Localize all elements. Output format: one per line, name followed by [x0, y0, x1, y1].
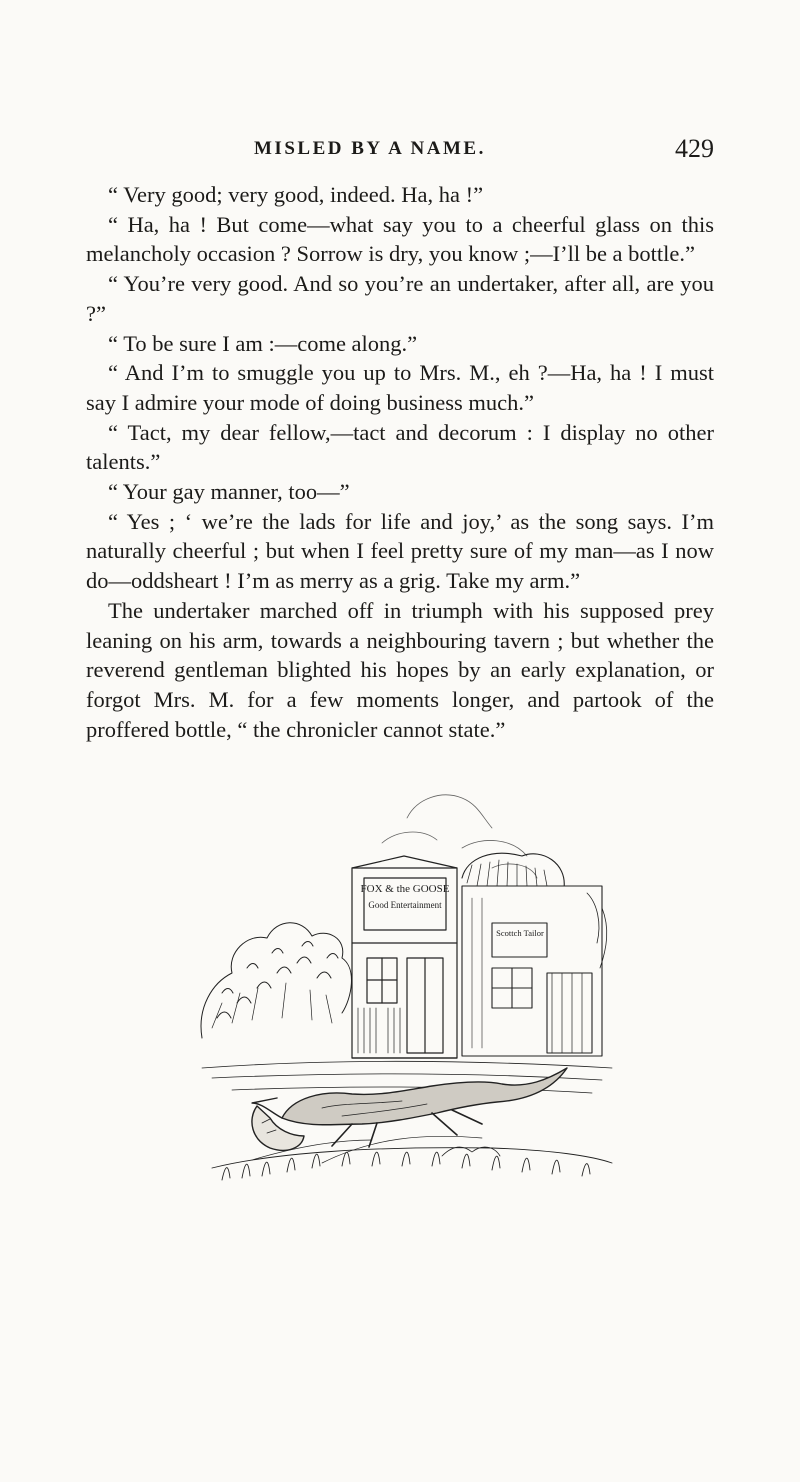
paragraph: “ Your gay manner, too—” [108, 479, 350, 505]
running-title: MISLED BY A NAME. [254, 138, 486, 159]
paragraph: “ Ha, ha ! But come—what say you to a cheerful glass on this melancholy occasion ? Sorrow is dry, you know ;—I’ll be a bottle.” [86, 211, 714, 267]
body-text [86, 180, 714, 744]
paragraph: The undertaker marched off in triumph with his supposed prey leaning on his arm, towards a neighbouring tavern ; but whether the reverend gentleman blighted his hopes by an early explanation, or forgot Mrs. M. for a few moments longer, and partook of the proffered bottle, “ the chronicler cannot state.” [86, 597, 714, 742]
tailor-shop-sign: Scottch Tailor [496, 928, 544, 938]
paragraph: “ Tact, my dear fellow,—tact and decorum : I display no other talents.” [86, 419, 714, 475]
paragraph: “ And I’m to smuggle you up to Mrs. M., eh ?—Ha, ha ! I must say I admire your mode of doing business much.” [86, 360, 714, 415]
running-head [254, 134, 714, 174]
paragraph: “ You’re very good. And so you’re an undertaker, after all, are you ?” [86, 271, 714, 326]
engraved-vignette-illustration [192, 768, 622, 1188]
inn-sign-text: FOX & the GOOSE [360, 883, 450, 895]
left-bushes [201, 923, 351, 1038]
right-houses [462, 853, 607, 1056]
page-number: 429 [675, 134, 714, 163]
paragraph: “ Very good; very good, indeed. Ha, ha !” [108, 182, 484, 207]
inn-sign-subtext: Good Entertainment [368, 900, 442, 910]
cloud-lines [382, 795, 537, 878]
paragraph: “ Yes ; ‘ we’re the lads for life and joy,’ as the song says. I’m naturally cheerful ; but when I feel pretty sure of my man—as I now do—oddsheart ! I’m as merry as a grig. Take my arm.” [86, 508, 714, 594]
paragraph: “ To be sure I am :—come along.” [108, 330, 418, 356]
